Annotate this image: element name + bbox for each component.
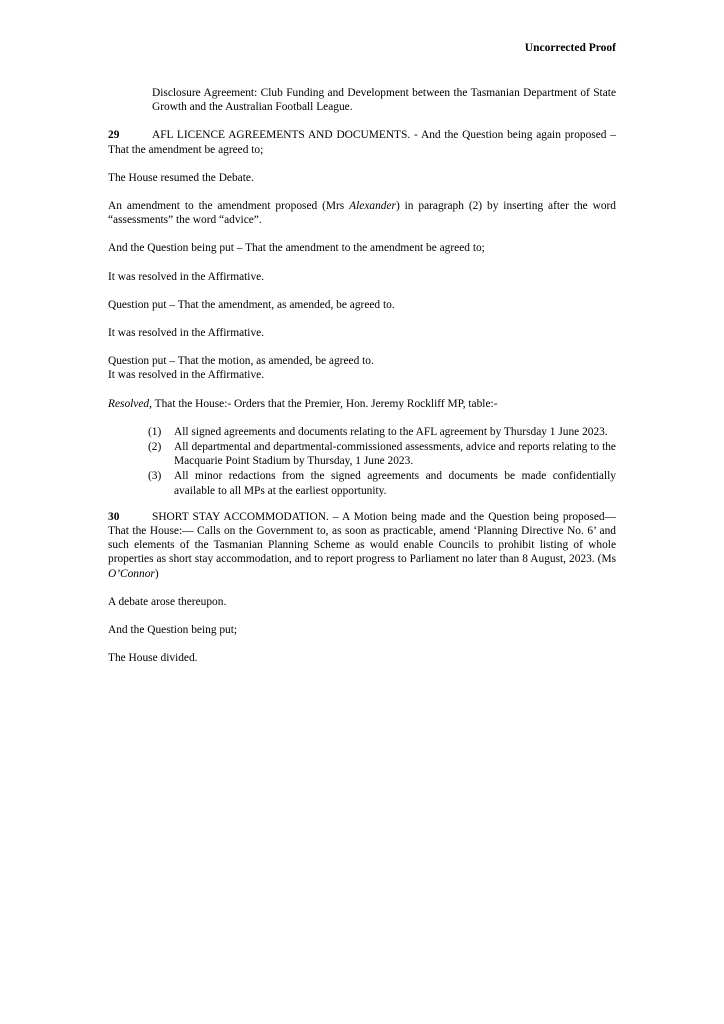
proof-status-label: Uncorrected Proof — [524, 42, 616, 54]
item-30-text: SHORT STAY ACCOMMODATION. – A Motion being made and the Question being proposed—That the House:— Calls on the Government to, as soon as practicable, amend ‘Planning Directive No. 6’ and such elements of the Tasmanian Planning Scheme as would enable Councils to prohibit listing of whole properties as short stay accommodation, and to report progress to Parliament no later than 8 August, 2023. (Ms — [108, 510, 616, 566]
list-item-text: All departmental and departmental-commissioned assessments, advice and reports relating to the Macquarie Point Stadium by Thursday, 1 June 2023. — [174, 441, 616, 468]
resolved-label: Resolved — [108, 397, 150, 410]
item-30-paragraph — [108, 510, 616, 581]
list-item-marker: (1) — [148, 425, 162, 438]
amendment-text-part1: An amendment to the amendment proposed (Mrs — [108, 200, 350, 213]
resolution-affirmative-3: It was resolved in the Affirmative. — [108, 369, 265, 382]
item-30-text-end: ) — [154, 567, 159, 580]
list-item — [148, 440, 616, 468]
item-29-number: 29 — [108, 129, 120, 142]
amendment-text-part2: ) in paragraph (2) by inserting after the word “assessments” the word “advice”. — [108, 200, 617, 227]
resolution-affirmative-2: It was resolved in the Affirmative. — [108, 327, 265, 340]
list-item-marker: (2) — [148, 441, 162, 454]
house-divided-paragraph: The House divided. — [108, 652, 198, 665]
resolved-paragraph — [108, 397, 616, 411]
list-item — [148, 425, 616, 439]
debate-resumed-paragraph: The House resumed the Debate. — [108, 171, 254, 184]
item-30-member-name: O’Connor — [108, 567, 155, 580]
continuation-paragraph — [108, 86, 616, 114]
debate-arose-paragraph: A debate arose thereupon. — [108, 595, 227, 608]
continuation-text: Disclosure Agreement: Club Funding and Development between the Tasmanian Department of State Growth and the Australian Football League. — [152, 87, 616, 114]
question-put-motion: Question put – That the motion, as amended, be agreed to. — [108, 355, 374, 368]
item-29-heading-text: AFL LICENCE AGREEMENTS AND DOCUMENTS. - And the Question being again proposed – That the amendment be agreed to; — [108, 129, 616, 156]
resolved-orders-list — [108, 425, 616, 498]
list-item-text: All signed agreements and documents relating to the AFL agreement by Thursday 1 June 2023. — [174, 425, 608, 438]
question-put-amended: Question put – That the amendment, as amended, be agreed to. — [108, 298, 395, 311]
item-30-number: 30 — [108, 510, 120, 523]
document-body — [108, 86, 616, 679]
item-29-heading — [108, 128, 616, 156]
amendment-paragraph — [108, 199, 616, 227]
amendment-member-name: Alexander — [349, 200, 396, 213]
resolution-affirmative-1: It was resolved in the Affirmative. — [108, 270, 265, 283]
list-item-text: All minor redactions from the signed agreements and documents be made confidentially available to all MPs at the earliest opportunity. — [174, 470, 616, 497]
question-put-paragraph: And the Question being put; — [108, 624, 238, 637]
resolved-text: , That the House:- Orders that the Premier, Hon. Jeremy Rockliff MP, table:- — [149, 397, 498, 410]
list-item-marker: (3) — [148, 470, 162, 483]
question-put-amendment: And the Question being put – That the amendment to the amendment be agreed to; — [108, 242, 485, 255]
list-item — [148, 469, 616, 497]
